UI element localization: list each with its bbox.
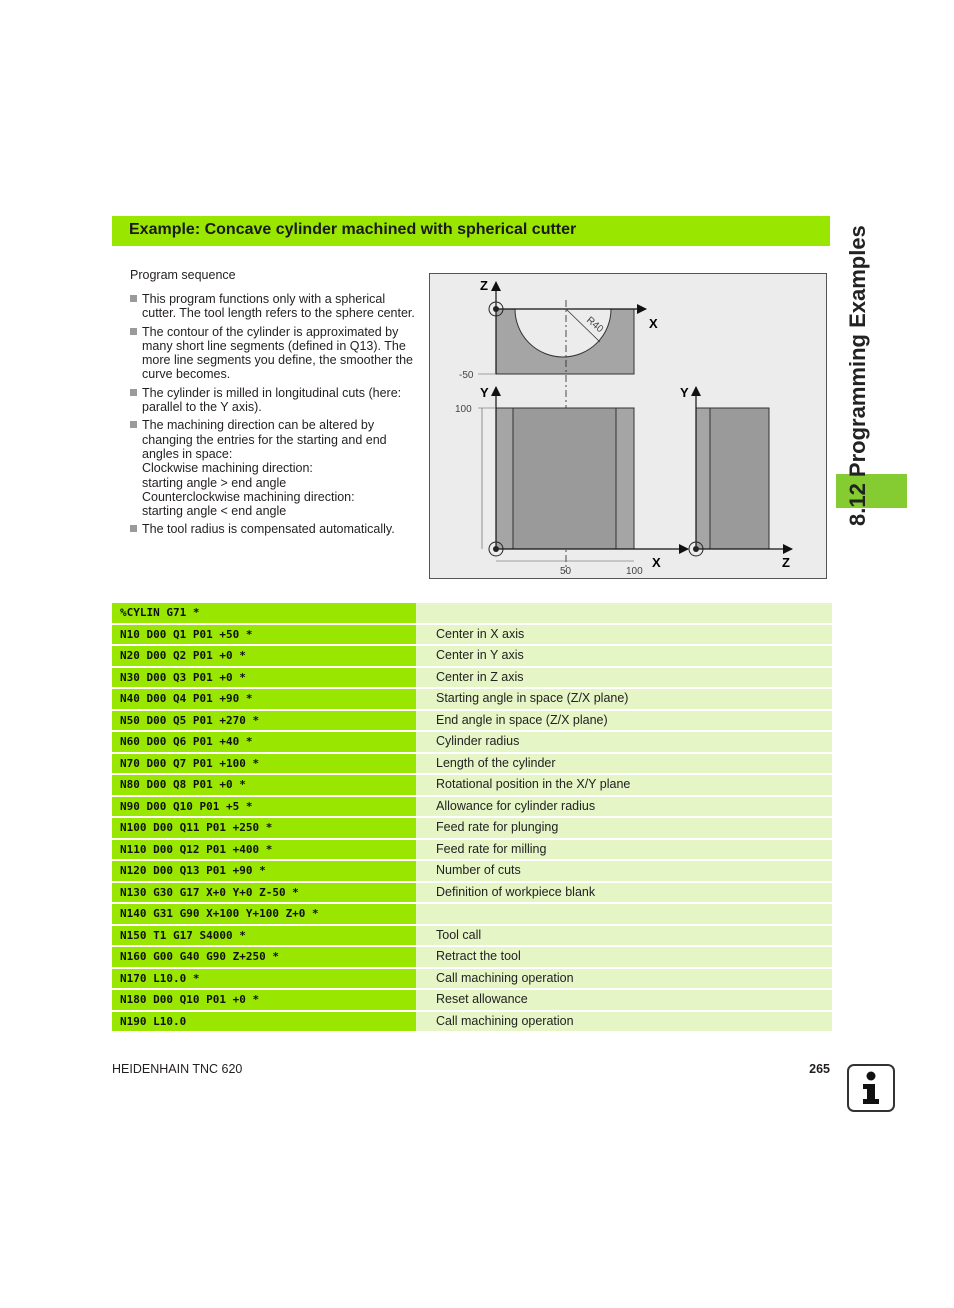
bullet-list [130, 292, 420, 541]
nc-block: N160 G00 G40 G90 Z+250 * [112, 947, 416, 967]
nc-block: N170 L10.0 * [112, 969, 416, 989]
bullet-square-icon [130, 328, 137, 335]
label-y-left: Y [480, 385, 489, 400]
nc-comment: Rotational position in the X/Y plane [416, 775, 832, 795]
nc-block: N190 L10.0 [112, 1012, 416, 1032]
program-listing [112, 603, 832, 1033]
label-minus50: -50 [459, 370, 474, 381]
program-row [112, 947, 832, 967]
section-title-bar [112, 216, 830, 246]
nc-comment [416, 904, 832, 924]
machined-area [513, 408, 616, 549]
program-row [112, 840, 832, 860]
label-50: 50 [560, 566, 572, 577]
bullet-item: This program functions only with a spherical cutter. The tool length refers to the sphere center. [130, 292, 420, 321]
drawing-svg [430, 274, 826, 578]
program-row [112, 969, 832, 989]
nc-comment: Call machining operation [416, 1012, 832, 1032]
footer-product: HEIDENHAIN TNC 620 [112, 1062, 243, 1076]
program-row [112, 646, 832, 666]
program-row [112, 797, 832, 817]
nc-comment: Number of cuts [416, 861, 832, 881]
program-row [112, 754, 832, 774]
program-row [112, 603, 832, 623]
info-glyph [849, 1066, 893, 1110]
nc-comment: Center in Y axis [416, 646, 832, 666]
label-radius: R40 [584, 314, 606, 336]
nc-block: N90 D00 Q10 P01 +5 * [112, 797, 416, 817]
label-x-bottom: X [652, 555, 661, 570]
nc-block: N10 D00 Q1 P01 +50 * [112, 625, 416, 645]
bullet-square-icon [130, 525, 137, 532]
origin-dot [693, 546, 699, 552]
program-row [112, 711, 832, 731]
nc-block: N180 D00 Q10 P01 +0 * [112, 990, 416, 1010]
nc-block: N60 D00 Q6 P01 +40 * [112, 732, 416, 752]
label-100-left: 100 [455, 404, 472, 415]
program-row [112, 990, 832, 1010]
program-row [112, 926, 832, 946]
nc-block: N110 D00 Q12 P01 +400 * [112, 840, 416, 860]
program-row [112, 625, 832, 645]
program-row [112, 1012, 832, 1032]
nc-comment: Allowance for cylinder radius [416, 797, 832, 817]
label-100-bottom: 100 [626, 566, 643, 577]
nc-comment: Center in Z axis [416, 668, 832, 688]
nc-comment: Tool call [416, 926, 832, 946]
label-z-right: Z [782, 555, 790, 570]
origin-dot [493, 546, 499, 552]
nc-comment: Center in X axis [416, 625, 832, 645]
program-row [112, 861, 832, 881]
intro-heading: Program sequence [130, 268, 236, 282]
bullet-square-icon [130, 421, 137, 428]
nc-comment: Feed rate for milling [416, 840, 832, 860]
label-x-top: X [649, 316, 658, 331]
nc-block: N150 T1 G17 S4000 * [112, 926, 416, 946]
nc-block: N40 D00 Q4 P01 +90 * [112, 689, 416, 709]
bullet-item: The cylinder is milled in longitudinal cuts (here: parallel to the Y axis). [130, 386, 420, 415]
nc-block: N100 D00 Q11 P01 +250 * [112, 818, 416, 838]
nc-comment: Feed rate for plunging [416, 818, 832, 838]
label-y-right: Y [680, 385, 689, 400]
concave-blank-profile [496, 309, 634, 374]
nc-comment: End angle in space (Z/X plane) [416, 711, 832, 731]
program-row [112, 883, 832, 903]
nc-block: N130 G30 G17 X+0 Y+0 Z-50 * [112, 883, 416, 903]
machined-side [710, 408, 769, 549]
bullet-square-icon [130, 295, 137, 302]
nc-block: N80 D00 Q8 P01 +0 * [112, 775, 416, 795]
origin-dot [493, 306, 499, 312]
nc-block: N30 D00 Q3 P01 +0 * [112, 668, 416, 688]
bullet-item: The contour of the cylinder is approximated by many short line segments (defined in Q13). The more line segments you define, the smoother the curve becomes. [130, 325, 420, 382]
cylinder-drawing [429, 273, 827, 579]
nc-block: N70 D00 Q7 P01 +100 * [112, 754, 416, 774]
label-z-top: Z [480, 278, 488, 293]
nc-comment: Starting angle in space (Z/X plane) [416, 689, 832, 709]
bullet-item: The machining direction can be altered by changing the entries for the starting and end angles in space: Clockwise machining direction: starting angle > end angle Counterclockwise machining direction: starting angle < end angle [130, 418, 420, 518]
bullet-item: The tool radius is compensated automatically. [130, 522, 420, 536]
info-icon [847, 1064, 895, 1112]
nc-block: N20 D00 Q2 P01 +0 * [112, 646, 416, 666]
nc-comment: Cylinder radius [416, 732, 832, 752]
nc-comment: Reset allowance [416, 990, 832, 1010]
nc-comment [416, 603, 832, 623]
nc-block: %CYLIN G71 * [112, 603, 416, 623]
program-row [112, 904, 832, 924]
nc-comment: Call machining operation [416, 969, 832, 989]
program-row [112, 668, 832, 688]
nc-comment: Length of the cylinder [416, 754, 832, 774]
program-row [112, 689, 832, 709]
program-row [112, 818, 832, 838]
program-row [112, 732, 832, 752]
page-number: 265 [809, 1062, 830, 1076]
section-title: Example: Concave cylinder machined with spherical cutter [129, 221, 577, 238]
nc-block: N120 D00 Q13 P01 +90 * [112, 861, 416, 881]
chapter-title: 8.12 Programming Examples [845, 225, 870, 526]
nc-comment: Retract the tool [416, 947, 832, 967]
bullet-square-icon [130, 389, 137, 396]
nc-comment: Definition of workpiece blank [416, 883, 832, 903]
program-row [112, 775, 832, 795]
nc-block: N50 D00 Q5 P01 +270 * [112, 711, 416, 731]
nc-block: N140 G31 G90 X+100 Y+100 Z+0 * [112, 904, 416, 924]
